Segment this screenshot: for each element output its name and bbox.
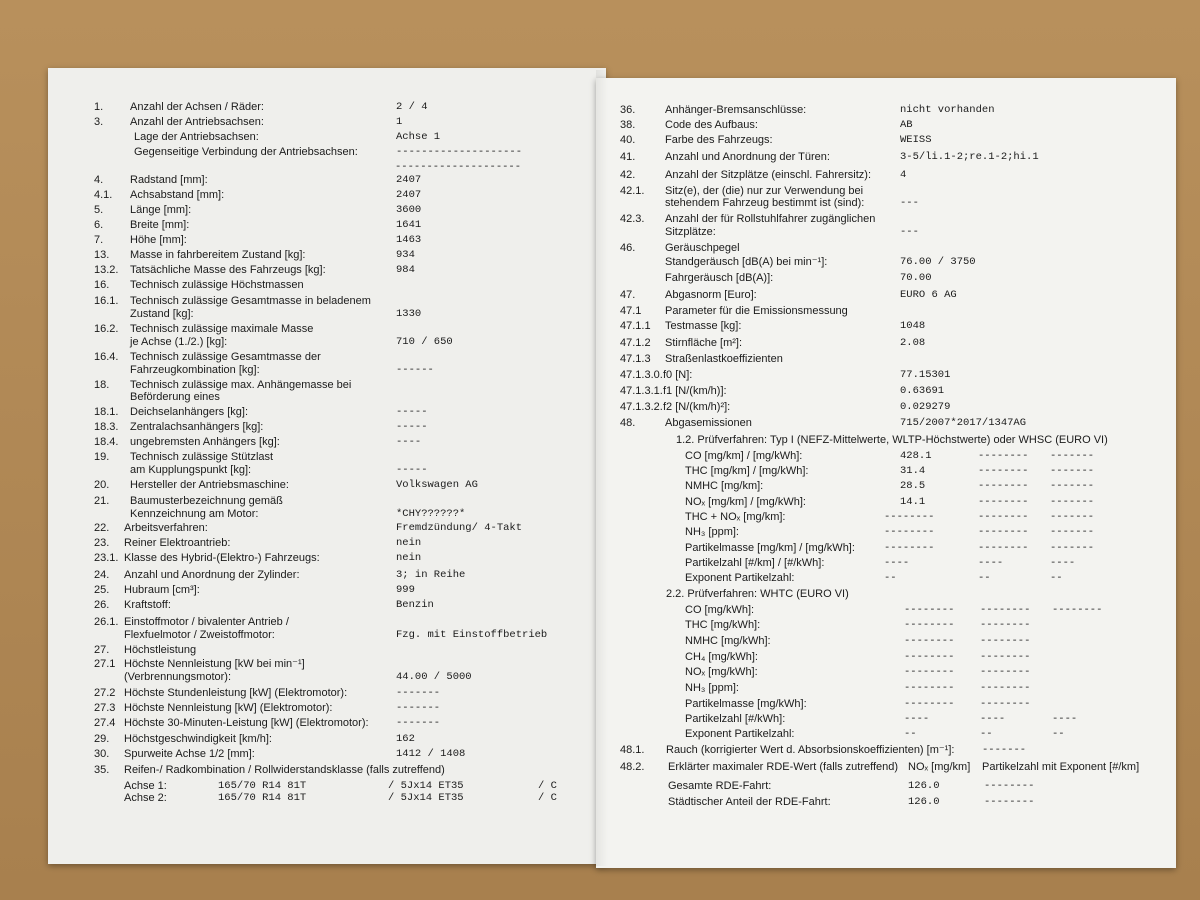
field-value: 984 xyxy=(396,264,415,276)
rde-label: Städtischer Anteil der RDE-Fahrt: xyxy=(668,796,831,808)
field-label: Anzahl der für Rollstuhlfahrer zugänglichen xyxy=(665,213,876,225)
field-number: 47.1.3.1. xyxy=(620,385,663,397)
emission-value-3: ------- xyxy=(1050,465,1095,477)
emission-value-1: -------- xyxy=(904,619,955,631)
field-value: 77.15301 xyxy=(900,369,951,381)
field-number: 47.1.3.2. xyxy=(620,401,663,413)
emission-value-1: 14.1 xyxy=(900,496,926,508)
emission-value-3: -------- xyxy=(1052,604,1103,616)
field-label: Anzahl und Anordnung der Türen: xyxy=(665,151,830,163)
rolling-class: / C xyxy=(538,792,557,804)
emission-value-3: -- xyxy=(1050,572,1063,584)
emission-value-1: -------- xyxy=(904,635,955,647)
field-number: 27.3 xyxy=(94,702,116,714)
field-label: Arbeitsverfahren: xyxy=(124,522,208,534)
field-label: Farbe des Fahrzeugs: xyxy=(665,134,773,146)
field-label: Lage der Antriebsachsen: xyxy=(134,131,259,143)
emission-value-1: -------- xyxy=(884,542,935,554)
emission-value-2: -------- xyxy=(980,698,1031,710)
field-value: 2407 xyxy=(396,174,422,186)
field-value: 3; in Reihe xyxy=(396,569,466,581)
field-value: ---- xyxy=(396,436,422,448)
field-label: Standgeräusch [dB(A) bei min⁻¹]: xyxy=(665,256,828,268)
field-value: ------ xyxy=(396,364,434,376)
field-label: Deichselanhängers [kg]: xyxy=(130,406,249,418)
emission-value-1: -------- xyxy=(904,698,955,710)
field-number: 35. xyxy=(94,764,110,776)
field-label: Fahrzeugkombination [kg]: xyxy=(130,364,260,376)
field-number: 47.1 xyxy=(620,305,642,317)
emission-value-1: -------- xyxy=(904,604,955,616)
emission-value-3: ------- xyxy=(1050,480,1095,492)
emission-label: THC [mg/km] / [mg/kWh]: xyxy=(685,465,809,477)
emission-value-1: 31.4 xyxy=(900,465,926,477)
field-label: Zustand [kg]: xyxy=(130,308,194,320)
field-label: Technisch zulässige maximale Masse xyxy=(130,323,314,335)
field-value: *CHY??????* xyxy=(396,508,466,520)
field-label: Klasse des Hybrid-(Elektro-) Fahrzeugs: xyxy=(124,552,320,564)
emission-label: Partikelzahl [#/kWh]: xyxy=(685,713,786,725)
emission-value-1: 28.5 xyxy=(900,480,926,492)
field-number: 16.4. xyxy=(94,351,119,363)
field-number: 24. xyxy=(94,569,110,581)
rim-size: / 5Jx14 ET35 xyxy=(388,780,464,792)
emission-value-1: 428.1 xyxy=(900,450,932,462)
field-value: 999 xyxy=(396,584,415,596)
emission-value-2: -- xyxy=(980,728,993,740)
field-number: 3. xyxy=(94,116,104,128)
field-label: Stirnfläche [m²]: xyxy=(665,337,743,349)
field-label: Geräuschpegel xyxy=(665,242,740,254)
field-label: Anzahl und Anordnung der Zylinder: xyxy=(124,569,300,581)
field-label: je Achse (1./2.) [kg]: xyxy=(130,336,228,348)
emission-label: THC [mg/kWh]: xyxy=(685,619,761,631)
rolling-class: / C xyxy=(538,780,557,792)
field-label: Radstand [mm]: xyxy=(130,174,208,186)
axle-label: Achse 2: xyxy=(124,792,167,804)
field-number: 47.1.3 xyxy=(620,353,651,365)
field-number: 41. xyxy=(620,151,636,163)
field-number: 40. xyxy=(620,134,636,146)
field-number: 18. xyxy=(94,379,110,391)
field-label: Kennzeichnung am Motor: xyxy=(130,508,259,520)
field-label: Kraftstoff: xyxy=(124,599,171,611)
field-label: Masse in fahrbereitem Zustand [kg]: xyxy=(130,249,306,261)
field-label: Zentralachsanhängers [kg]: xyxy=(130,421,264,433)
field-label: Abgasnorm [Euro]: xyxy=(665,289,757,301)
rim-size: / 5Jx14 ET35 xyxy=(388,792,464,804)
emission-value-2: -------- xyxy=(978,496,1029,508)
field-value: ----- xyxy=(396,464,428,476)
field-value: 0.029279 xyxy=(900,401,951,413)
field-value: EURO 6 AG xyxy=(900,289,957,301)
emission-label: NH₃ [ppm]: xyxy=(685,526,739,538)
field-number: 6. xyxy=(94,219,104,231)
field-value: 1 xyxy=(396,116,403,128)
field-number: 18.1. xyxy=(94,406,119,418)
field-value: 710 / 650 xyxy=(396,336,453,348)
field-number: 27.2 xyxy=(94,687,116,699)
field-label: Hersteller der Antriebsmaschine: xyxy=(130,479,289,491)
emission-value-2: -------- xyxy=(980,682,1031,694)
field-label: Breite [mm]: xyxy=(130,219,190,231)
emission-value-2: -------- xyxy=(980,635,1031,647)
field-number: 16. xyxy=(94,279,110,291)
emission-label: Partikelmasse [mg/km] / [mg/kWh]: xyxy=(685,542,855,554)
field-label: Technisch zulässige Stützlast xyxy=(130,451,274,463)
emission-value-1: -------- xyxy=(884,526,935,538)
field-value: ------- xyxy=(982,744,1027,756)
field-value: 715/2007*2017/1347AG xyxy=(900,417,1027,429)
field-number: 47.1.3.0. xyxy=(620,369,663,381)
emission-value-2: -- xyxy=(978,572,991,584)
emission-value-2: -------- xyxy=(978,465,1029,477)
field-number: 36. xyxy=(620,104,636,116)
field-number: 47.1.1 xyxy=(620,320,651,332)
rde-label: Gesamte RDE-Fahrt: xyxy=(668,780,772,792)
field-number: 18.4. xyxy=(94,436,119,448)
field-number: 48.1. xyxy=(620,744,645,756)
emission-value-3: ------- xyxy=(1050,526,1095,538)
field-label: Technisch zulässige Höchstmassen xyxy=(130,279,304,291)
field-number: 42.1. xyxy=(620,185,645,197)
emission-value-2: -------- xyxy=(978,511,1029,523)
emission-label: THC + NOₓ [mg/km]: xyxy=(685,511,786,523)
field-label: Technisch zulässige Gesamtmasse der xyxy=(130,351,321,363)
field-number: 5. xyxy=(94,204,104,216)
emission-value-3: ------- xyxy=(1050,450,1095,462)
field-label: Anzahl der Achsen / Räder: xyxy=(130,101,264,113)
field-label: Höchstleistung xyxy=(124,644,197,656)
emission-label: NH₃ [ppm]: xyxy=(685,682,739,694)
emission-label: CH₄ [mg/kWh]: xyxy=(685,651,758,663)
emission-value-1: ---- xyxy=(884,557,910,569)
emission-value-2: ---- xyxy=(978,557,1004,569)
field-number: 27.1 xyxy=(94,658,116,670)
field-value: 76.00 / 3750 xyxy=(900,256,976,268)
field-number: 7. xyxy=(94,234,104,246)
field-label: f2 [N/(km/h)²]: xyxy=(663,401,731,413)
emission-value-2: -------- xyxy=(980,651,1031,663)
field-number: 23. xyxy=(94,537,110,549)
field-number: 18.3. xyxy=(94,421,119,433)
emission-value-1: -------- xyxy=(904,682,955,694)
emission-label: Partikelzahl [#/km] / [#/kWh]: xyxy=(685,557,825,569)
field-label: Sitzplätze: xyxy=(665,226,716,238)
field-label: Tatsächliche Masse des Fahrzeugs [kg]: xyxy=(130,264,326,276)
field-number: 4.1. xyxy=(94,189,113,201)
section-title-typ1: 1.2. Prüfverfahren: Typ I (NEFZ-Mittelwerte, WLTP-Höchstwerte) oder WHSC (EURO VI) xyxy=(676,434,1108,446)
field-number: 47.1.2 xyxy=(620,337,651,349)
field-number: 20. xyxy=(94,479,110,491)
field-label: Höhe [mm]: xyxy=(130,234,187,246)
field-label: Flexfuelmotor / Zweistoffmotor: xyxy=(124,629,275,641)
field-label: am Kupplungspunkt [kg]: xyxy=(130,464,252,476)
field-value: 2 / 4 xyxy=(396,101,428,113)
field-value: Benzin xyxy=(396,599,434,611)
section-title-typ2: 2.2. Prüfverfahren: WHTC (EURO VI) xyxy=(666,588,849,600)
page-fold xyxy=(596,70,608,866)
field-label: Beförderung eines xyxy=(130,391,220,403)
emission-value-3: -- xyxy=(1052,728,1065,740)
emission-value-2: -------- xyxy=(978,450,1029,462)
field-value: Achse 1 xyxy=(396,131,441,143)
field-label: Spurweite Achse 1/2 [mm]: xyxy=(124,748,255,760)
field-value: --- xyxy=(900,197,919,209)
field-label: Länge [mm]: xyxy=(130,204,192,216)
emission-label: CO [mg/kWh]: xyxy=(685,604,755,616)
tyre-size: 165/70 R14 81T xyxy=(218,780,307,792)
emission-value-2: ---- xyxy=(980,713,1006,725)
emission-label: Exponent Partikelzahl: xyxy=(685,572,795,584)
emission-label: NMHC [mg/km]: xyxy=(685,480,764,492)
field-label: Baumusterbezeichnung gemäß xyxy=(130,495,283,507)
field-value: nein xyxy=(396,552,422,564)
field-value: nein xyxy=(396,537,422,549)
field-label: Abgasemissionen xyxy=(665,417,752,429)
field-value: Volkswagen AG xyxy=(396,479,478,491)
field-label: ungebremsten Anhängers [kg]: xyxy=(130,436,280,448)
field-number: 46. xyxy=(620,242,636,254)
emission-value-3: ---- xyxy=(1052,713,1078,725)
field-label: Erklärter maximaler RDE-Wert (falls zutreffend) xyxy=(668,761,899,773)
field-number: 38. xyxy=(620,119,636,131)
field-value: ----- xyxy=(396,406,428,418)
rde-column-nox: NOₓ [mg/km] xyxy=(908,761,971,773)
field-value: ------- xyxy=(396,702,441,714)
emission-value-2: -------- xyxy=(980,619,1031,631)
field-number: 16.1. xyxy=(94,295,119,307)
field-label: Anzahl der Antriebsachsen: xyxy=(130,116,264,128)
emission-value-2: -------- xyxy=(978,526,1029,538)
field-value: nicht vorhanden xyxy=(900,104,995,116)
rde-nox-value: 126.0 xyxy=(908,780,940,792)
field-number: 21. xyxy=(94,495,110,507)
field-number: 48. xyxy=(620,417,636,429)
field-label: Anzahl der Sitzplätze (einschl. Fahrersitz): xyxy=(665,169,872,181)
field-value: ------- xyxy=(396,687,441,699)
field-label: Straßenlastkoeffizienten xyxy=(665,353,783,365)
field-label: Gegenseitige Verbindung der Antriebsachsen: xyxy=(134,146,358,158)
field-label: Sitz(e), der (die) nur zur Verwendung bei xyxy=(665,185,864,197)
field-label: Hubraum [cm³]: xyxy=(124,584,200,596)
field-value: 3600 xyxy=(396,204,422,216)
field-value: 3-5/li.1-2;re.1-2;hi.1 xyxy=(900,151,1039,163)
field-number: 23.1. xyxy=(94,552,119,564)
field-value: 1048 xyxy=(900,320,926,332)
field-value: Fremdzündung/ 4-Takt xyxy=(396,522,523,534)
emission-value-2: -------- xyxy=(980,604,1031,616)
field-number: 29. xyxy=(94,733,110,745)
emission-value-1: -- xyxy=(884,572,897,584)
field-number: 42. xyxy=(620,169,636,181)
field-number: 27.4 xyxy=(94,717,116,729)
field-label: Höchstgeschwindigkeit [km/h]: xyxy=(124,733,272,745)
field-value: 2.08 xyxy=(900,337,926,349)
field-number: 42.3. xyxy=(620,213,645,225)
field-value: -------------------- xyxy=(395,161,522,173)
emission-value-1: ---- xyxy=(904,713,930,725)
field-label: f1 [N/(km/h)]: xyxy=(663,385,727,397)
field-value: AB xyxy=(900,119,913,131)
field-value: --- xyxy=(900,226,919,238)
field-label: stehendem Fahrzeug bestimmt ist (sind): xyxy=(665,197,865,209)
field-number: 13. xyxy=(94,249,110,261)
field-value: 934 xyxy=(396,249,415,261)
field-value: 4 xyxy=(900,169,907,181)
rde-particle-value: -------- xyxy=(984,780,1035,792)
rde-particle-value: -------- xyxy=(984,796,1035,808)
field-value: 1641 xyxy=(396,219,422,231)
emission-value-3: ---- xyxy=(1050,557,1076,569)
field-label: Fahrgeräusch [dB(A)]: xyxy=(665,272,774,284)
emission-label: NOₓ [mg/km] / [mg/kWh]: xyxy=(685,496,806,508)
field-label: Anhänger-Bremsanschlüsse: xyxy=(665,104,807,116)
field-value: 0.63691 xyxy=(900,385,945,397)
field-value: 2407 xyxy=(396,189,422,201)
field-value: ----- xyxy=(396,421,428,433)
field-number: 22. xyxy=(94,522,110,534)
emission-value-1: -------- xyxy=(904,666,955,678)
emission-label: Exponent Partikelzahl: xyxy=(685,728,795,740)
field-label: f0 [N]: xyxy=(663,369,693,381)
field-value: ------- xyxy=(396,717,441,729)
field-number: 25. xyxy=(94,584,110,596)
rde-nox-value: 126.0 xyxy=(908,796,940,808)
field-label: Höchste Nennleistung [kW] (Elektromotor): xyxy=(124,702,333,714)
field-label: Code des Aufbaus: xyxy=(665,119,758,131)
field-label: Höchste 30-Minuten-Leistung [kW] (Elektromotor): xyxy=(124,717,369,729)
field-label: Technisch zulässige max. Anhängemasse bei xyxy=(130,379,352,391)
emission-label: NMHC [mg/kWh]: xyxy=(685,635,771,647)
emission-value-3: ------- xyxy=(1050,511,1095,523)
field-number: 30. xyxy=(94,748,110,760)
field-number: 48.2. xyxy=(620,761,645,773)
field-label: (Verbrennungsmotor): xyxy=(124,671,231,683)
emission-label: Partikelmasse [mg/kWh]: xyxy=(685,698,807,710)
field-label: Reiner Elektroantrieb: xyxy=(124,537,231,549)
emission-value-3: ------- xyxy=(1050,496,1095,508)
field-number: 13.2. xyxy=(94,264,119,276)
field-value: 44.00 / 5000 xyxy=(396,671,472,683)
field-number: 4. xyxy=(94,174,104,186)
field-value: 1412 / 1408 xyxy=(396,748,466,760)
field-value: Fzg. mit Einstoffbetrieb xyxy=(396,629,548,641)
emission-value-1: -------- xyxy=(904,651,955,663)
field-label: Reifen-/ Radkombination / Rollwiderstandsklasse (falls zutreffend) xyxy=(124,764,445,776)
axle-label: Achse 1: xyxy=(124,780,167,792)
field-value: -------------------- xyxy=(396,146,523,158)
emission-label: NOₓ [mg/kWh]: xyxy=(685,666,758,678)
emission-value-1: -------- xyxy=(884,511,935,523)
field-label: Höchste Stundenleistung [kW] (Elektromotor): xyxy=(124,687,348,699)
emission-value-1: -- xyxy=(904,728,917,740)
field-number: 47. xyxy=(620,289,636,301)
field-value: WEISS xyxy=(900,134,932,146)
emission-label: CO [mg/km] / [mg/kWh]: xyxy=(685,450,803,462)
emission-value-2: -------- xyxy=(980,666,1031,678)
field-label: Technisch zulässige Gesamtmasse in beladenem xyxy=(130,295,371,307)
field-value: 162 xyxy=(396,733,415,745)
field-label: Rauch (korrigierter Wert d. Absorbsionskoeffizienten) [m⁻¹]: xyxy=(666,744,955,756)
field-value: 1463 xyxy=(396,234,422,246)
field-number: 26. xyxy=(94,599,110,611)
field-label: Testmasse [kg]: xyxy=(665,320,742,332)
field-number: 19. xyxy=(94,451,110,463)
field-label: Parameter für die Emissionsmessung xyxy=(665,305,848,317)
field-value: 1330 xyxy=(396,308,422,320)
field-number: 26.1. xyxy=(94,616,119,628)
emission-value-3: ------- xyxy=(1050,542,1095,554)
field-number: 27. xyxy=(94,644,110,656)
emission-value-2: -------- xyxy=(978,480,1029,492)
field-value: 70.00 xyxy=(900,272,932,284)
field-label: Einstoffmotor / bivalenter Antrieb / xyxy=(124,616,289,628)
field-number: 1. xyxy=(94,101,104,113)
field-label: Höchste Nennleistung [kW bei min⁻¹] xyxy=(124,658,305,670)
field-number: 16.2. xyxy=(94,323,119,335)
tyre-size: 165/70 R14 81T xyxy=(218,792,307,804)
rde-column-particles: Partikelzahl mit Exponent [#/km] xyxy=(982,761,1140,773)
emission-value-2: -------- xyxy=(978,542,1029,554)
field-label: Achsabstand [mm]: xyxy=(130,189,225,201)
